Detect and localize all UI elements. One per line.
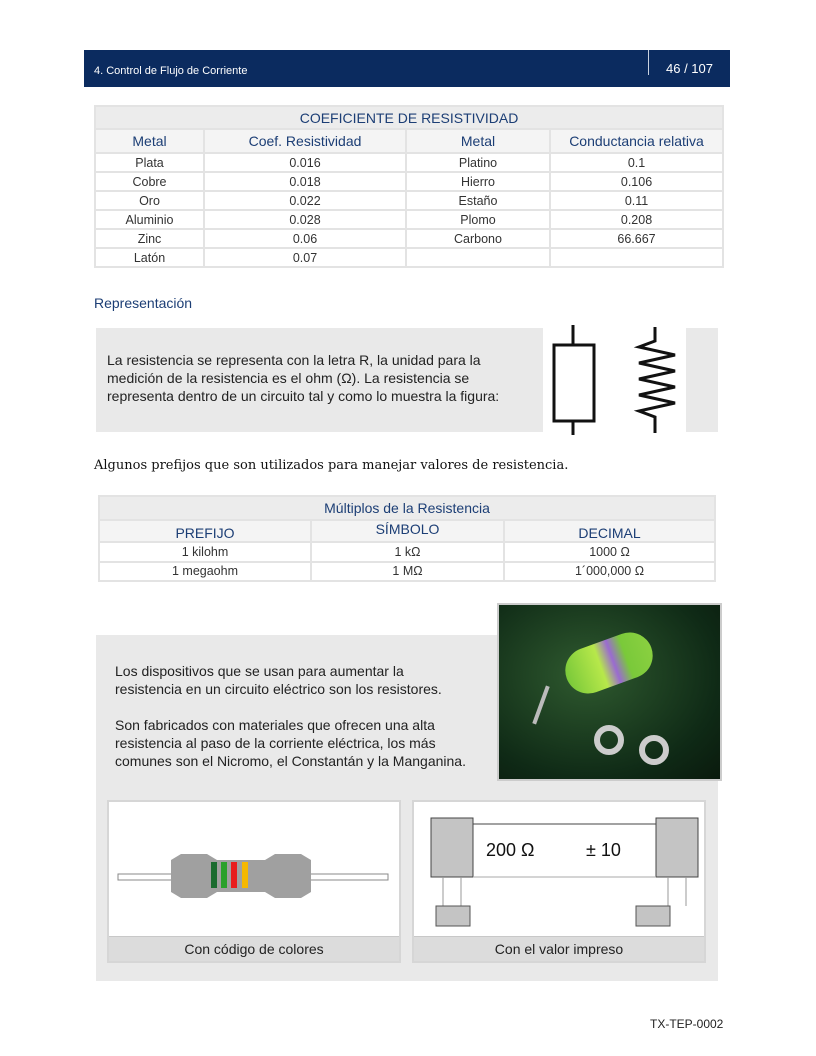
section-heading: Representación (94, 295, 193, 311)
text-line: resistencia al paso de la corriente eléctrica, los más (115, 735, 436, 751)
multiples-table (98, 495, 716, 582)
table-cell: 1 megaohm (99, 562, 311, 582)
table-cell: Carbono (406, 229, 550, 248)
text-line: medición de la resistencia es el ohm (Ω). La resistencia se (107, 370, 470, 386)
chapter-title: 4. Control de Flujo de Corriente (94, 65, 248, 77)
panel-caption: Con código de colores (109, 936, 399, 961)
table-cell: 1´000,000 Ω (504, 562, 715, 582)
table-row (95, 248, 723, 267)
table-cell: 0.208 (550, 210, 723, 229)
resistor-photo (497, 603, 722, 781)
text-line: Los dispositivos que se usan para aumentar la (115, 663, 404, 679)
panel-caption: Con el valor impreso (414, 936, 704, 961)
page-header (84, 50, 730, 87)
table-cell: 0.022 (204, 191, 406, 210)
table-row (95, 210, 723, 229)
printed-tolerance: ± 10 (586, 840, 621, 860)
table-cell: Hierro (406, 172, 550, 191)
table-cell: 0.1 (550, 153, 723, 172)
table-cell: 0.028 (204, 210, 406, 229)
table-cell: 1 MΩ (311, 562, 504, 582)
text-line: representa dentro de un circuito tal y como lo muestra la figura: (107, 388, 500, 404)
table-cell: 0.06 (204, 229, 406, 248)
color-band (211, 862, 217, 888)
table-cell: Latón (95, 248, 204, 267)
table-cell: Oro (95, 191, 204, 210)
color-band (231, 862, 237, 888)
color-band (221, 862, 227, 888)
table-cell: 0.11 (550, 191, 723, 210)
table-title: Múltiplos de la Resistencia (99, 496, 715, 520)
text-line: comunes son el Nicromo, el Constantán y la Manganina. (115, 753, 466, 769)
table-cell: Plata (95, 153, 204, 172)
text-line: La resistencia se representa con la letra R, la unidad para la (107, 352, 481, 368)
representation-text (107, 351, 499, 405)
table-cell: 0.106 (550, 172, 723, 191)
resistors-text (115, 662, 466, 770)
table-row (95, 172, 723, 191)
table-cell: 0.018 (204, 172, 406, 191)
col-header: Conductancia relativa (550, 129, 723, 153)
prefixes-intro: Algunos prefijos que son utilizados para manejar valores de resistencia. (94, 458, 569, 473)
resistor-symbols (543, 313, 686, 435)
table-row (95, 153, 723, 172)
color-code-panel (107, 800, 401, 963)
printed-value: 200 Ω (486, 840, 535, 860)
text-line: resistencia en un circuito eléctrico son los resistores. (115, 681, 442, 697)
page-number: 46 / 107 (666, 61, 713, 76)
col-header: Coef. Resistividad (204, 129, 406, 153)
color-band (242, 862, 248, 888)
table-cell (550, 248, 723, 267)
table-row (99, 542, 715, 562)
table-cell: Zinc (95, 229, 204, 248)
col-header: SÍMBOLO (311, 520, 504, 542)
table-row (99, 562, 715, 582)
table-row (95, 191, 723, 210)
text-line: Son fabricados con materiales que ofrecen una alta (115, 717, 435, 733)
table-cell: Estaño (406, 191, 550, 210)
col-header: Metal (406, 129, 550, 153)
color-code-resistor-icon (109, 802, 399, 936)
table-cell: 1000 Ω (504, 542, 715, 562)
col-header: DECIMAL (504, 520, 715, 542)
table-cell: Aluminio (95, 210, 204, 229)
header-divider (648, 50, 649, 75)
document-code: TX-TEP-0002 (650, 1017, 724, 1031)
table-cell: 0.07 (204, 248, 406, 267)
table-cell: Plomo (406, 210, 550, 229)
table-row (95, 229, 723, 248)
table-cell: 1 kΩ (311, 542, 504, 562)
table-cell: 1 kilohm (99, 542, 311, 562)
table-cell: 0.016 (204, 153, 406, 172)
printed-value-panel (412, 800, 706, 963)
table-cell: Cobre (95, 172, 204, 191)
table-cell (406, 248, 550, 267)
col-header: Metal (95, 129, 204, 153)
col-header: PREFIJO (99, 520, 311, 542)
resistivity-table (94, 105, 724, 268)
table-title: COEFICIENTE DE RESISTIVIDAD (95, 106, 723, 129)
table-cell: 66.667 (550, 229, 723, 248)
printed-resistor-icon (414, 802, 704, 936)
table-cell: Platino (406, 153, 550, 172)
